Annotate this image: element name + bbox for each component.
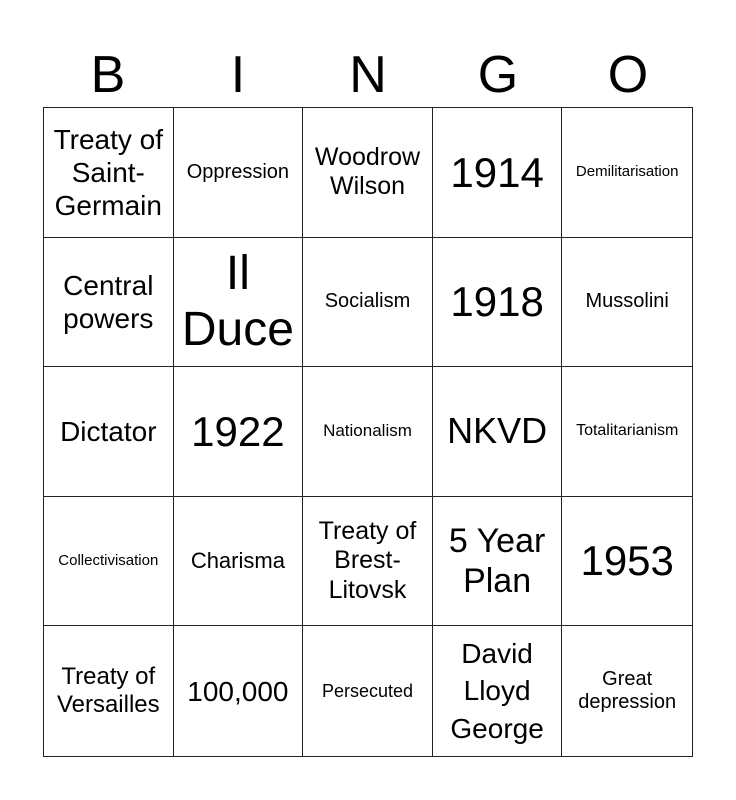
bingo-cell-text: David Lloyd George — [450, 637, 544, 745]
bingo-cell-text: Socialism — [324, 290, 411, 313]
bingo-cell-text: 5 Year Plan — [448, 521, 546, 601]
bingo-cell-r2c3[interactable] — [303, 238, 433, 368]
bingo-cell-text: 1922 — [191, 407, 285, 455]
bingo-cell-text: Woodrow Wilson — [314, 142, 421, 201]
bingo-cell-r3c5[interactable] — [562, 367, 692, 497]
bingo-cell-r4c4[interactable] — [433, 497, 563, 627]
bingo-cell-r1c2[interactable] — [174, 108, 304, 238]
header-letter-n: N — [349, 46, 387, 104]
bingo-cell-r4c1[interactable] — [44, 497, 174, 627]
bingo-cell-r5c5[interactable] — [562, 626, 692, 756]
bingo-cell-r1c1[interactable] — [44, 108, 174, 238]
bingo-cell-text: Treaty of Versailles — [56, 662, 160, 719]
bingo-cell-text: 100,000 — [187, 675, 289, 707]
bingo-cell-text: Demilitarisation — [575, 163, 679, 181]
bingo-cell-r3c4[interactable] — [433, 367, 563, 497]
bingo-cell-r5c2[interactable] — [174, 626, 304, 756]
bingo-cell-r2c4[interactable] — [433, 238, 563, 368]
bingo-cell-r4c2[interactable] — [174, 497, 304, 627]
bingo-cell-text: Nationalism — [323, 421, 412, 441]
bingo-cell-text: Treaty of Brest-Litovsk — [318, 516, 417, 604]
bingo-cell-text: Charisma — [190, 548, 285, 574]
bingo-cell-r3c3[interactable] — [303, 367, 433, 497]
bingo-header — [43, 44, 693, 106]
bingo-cell-r3c2[interactable] — [174, 367, 304, 497]
bingo-cell-r2c5[interactable] — [562, 238, 692, 368]
bingo-cell-text: Mussolini — [585, 290, 669, 313]
bingo-cell-r1c4[interactable] — [433, 108, 563, 238]
bingo-cell-text: Central powers — [63, 269, 154, 334]
bingo-cell-r4c3[interactable] — [303, 497, 433, 627]
bingo-cell-text: Persecuted — [321, 680, 414, 701]
bingo-cell-r1c5[interactable] — [562, 108, 692, 238]
bingo-cell-r2c2[interactable] — [174, 238, 304, 368]
header-letter-i: I — [230, 46, 246, 104]
bingo-cell-r2c1[interactable] — [44, 238, 174, 368]
bingo-cell-text: 1953 — [580, 537, 674, 585]
bingo-cell-text: Collectivisation — [58, 552, 159, 570]
bingo-cell-r4c5[interactable] — [562, 497, 692, 627]
header-letter-b: B — [90, 46, 126, 104]
bingo-cell-text: NKVD — [447, 410, 548, 452]
bingo-cell-r3c1[interactable] — [44, 367, 174, 497]
bingo-cell-text: 1914 — [450, 148, 544, 196]
bingo-cell-r5c3[interactable] — [303, 626, 433, 756]
bingo-cell-text: Oppression — [186, 160, 290, 183]
bingo-cell-text: Il Duce — [181, 247, 294, 356]
bingo-cell-text: Totalitarianism — [576, 422, 679, 440]
header-letter-g: G — [477, 46, 519, 104]
bingo-cell-r5c1[interactable] — [44, 626, 174, 756]
bingo-cell-text: Dictator — [60, 415, 157, 447]
header-letter-o: O — [607, 46, 649, 104]
bingo-cell-text: 1918 — [450, 278, 544, 326]
bingo-cell-text: Great depression — [578, 667, 677, 714]
bingo-grid — [43, 107, 693, 757]
bingo-cell-r1c3[interactable] — [303, 108, 433, 238]
bingo-cell-text: Treaty of Saint-Germain — [53, 123, 164, 221]
bingo-cell-r5c4[interactable] — [433, 626, 563, 756]
